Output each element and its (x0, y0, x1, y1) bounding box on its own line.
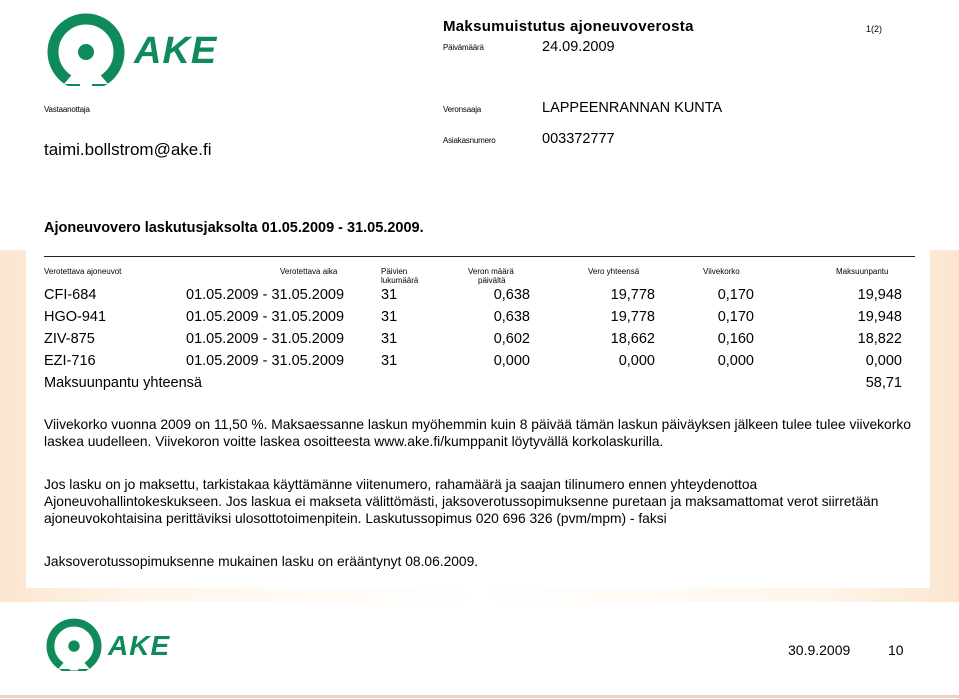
table-row-2-period: 01.05.2009 - 31.05.2009 (186, 309, 345, 325)
ake-emblem-icon-footer (44, 617, 104, 671)
table-row-3-days: 31 (381, 331, 398, 347)
col-header-charged: Maksuunpantu (836, 267, 889, 276)
interest-paragraph: Viivekorko vuonna 2009 on 11,50 %. Maksaessanne laskun myöhemmin kuin 8 päivää tämän laskun päiväyksen jälkeen tulee tulee viivekorko laskea uudelleen. Viivekoron voitte laskea osoitteesta www.ake.fi/kumppanit löytyvällä korkolaskurilla. (44, 417, 911, 449)
col-header-daily-a: Veron määrä (468, 267, 514, 276)
payment-paragraph: Jos lasku on jo maksettu, tarkistakaa käyttämänne viitenumero, rahamäärä ja saajan tilinumero ennen yhteydenottoa Ajoneuvohallintokeskukseen. Jos laskua ei makseta välittömästi, jaksoverotussopimuksenne puretaan ja maksamattomat verot siirretään ajoneuvokohtaisina perittäviksi ulosottotoimenpitein. Laskutussopimus 020 696 326 (pvm/mpm) - faksi (44, 477, 879, 526)
document-title: Maksumuistutus ajoneuvoverosta (443, 18, 694, 35)
table-row-4-days: 31 (381, 353, 398, 369)
ake-logo (44, 12, 217, 86)
customer-label: Asiakasnumero (443, 136, 496, 145)
col-header-interest: Viivekorko (703, 267, 740, 276)
table-row-4-total: 0,000 (618, 353, 655, 369)
table-row-4-vehicle: EZI-716 (44, 353, 96, 369)
col-header-period: Verotettava aika (280, 267, 338, 276)
table-top-rule (44, 256, 915, 257)
table-row-2-daily: 0,638 (493, 309, 530, 325)
section-title: Ajoneuvovero laskutusjaksolta 01.05.2009 - 31.05.2009. (44, 220, 424, 236)
footer-divider (0, 695, 959, 698)
col-header-vehicle: Verotettava ajoneuvot (44, 267, 122, 276)
page-of: 1(2) (866, 24, 883, 34)
due-paragraph: Jaksoverotussopimuksenne mukainen lasku on erääntynyt 08.06.2009. (44, 554, 479, 569)
table-row-3-charged: 18,822 (857, 331, 902, 347)
date-value: 24.09.2009 (542, 39, 615, 55)
table-row-4-charged: 0,000 (865, 353, 902, 369)
table-row-4-period: 01.05.2009 - 31.05.2009 (186, 353, 345, 369)
table-row-1-days: 31 (381, 287, 398, 303)
table-row-3-interest: 0,160 (717, 331, 754, 347)
recipient-label: Vastaanottaja (44, 105, 90, 114)
table-row-1-daily: 0,638 (493, 287, 530, 303)
sum-label: Maksuunpantu yhteensä (44, 375, 202, 391)
col-header-total: Vero yhteensä (588, 267, 640, 276)
recipient-email: taimi.bollstrom@ake.fi (44, 140, 212, 159)
table-row-2-charged: 19,948 (857, 309, 902, 325)
table-row-3-daily: 0,602 (493, 331, 530, 347)
table-row-4-interest: 0,000 (717, 353, 754, 369)
table-row-1-total: 19,778 (610, 287, 655, 303)
customer-number: 003372777 (542, 131, 615, 147)
table-row-4-daily: 0,000 (493, 353, 530, 369)
col-header-days-a: Päivien (381, 267, 408, 276)
table-row-1-interest: 0,170 (717, 287, 754, 303)
table-row-2-interest: 0,170 (717, 309, 754, 325)
table-row-1-vehicle: CFI-684 (44, 287, 97, 303)
table-row-2-total: 19,778 (610, 309, 655, 325)
table-row-3-period: 01.05.2009 - 31.05.2009 (186, 331, 345, 347)
table-row-1-charged: 19,948 (857, 287, 902, 303)
col-header-daily-b: päivältä (478, 276, 506, 285)
logo-text: AKE (134, 29, 218, 72)
table-row-2-vehicle: HGO-941 (44, 309, 107, 325)
footer-ake-logo (44, 617, 170, 671)
footer-date: 30.9.2009 (788, 642, 851, 658)
footer-page-number: 10 (888, 642, 904, 658)
sum-value: 58,71 (865, 375, 902, 391)
date-label: Päivämäärä (443, 43, 484, 52)
table-row-3-vehicle: ZIV-875 (44, 331, 95, 347)
table-row-2-days: 31 (381, 309, 398, 325)
table-row-3-total: 18,662 (610, 331, 655, 347)
footer-logo-text: AKE (108, 630, 171, 661)
ake-emblem-icon (44, 12, 128, 86)
beneficiary-value: LAPPEENRANNAN KUNTA (542, 100, 723, 116)
table-row-1-period: 01.05.2009 - 31.05.2009 (186, 287, 345, 303)
col-header-days-b: lukumäärä (381, 276, 419, 285)
beneficiary-label: Veronsaaja (443, 105, 482, 114)
